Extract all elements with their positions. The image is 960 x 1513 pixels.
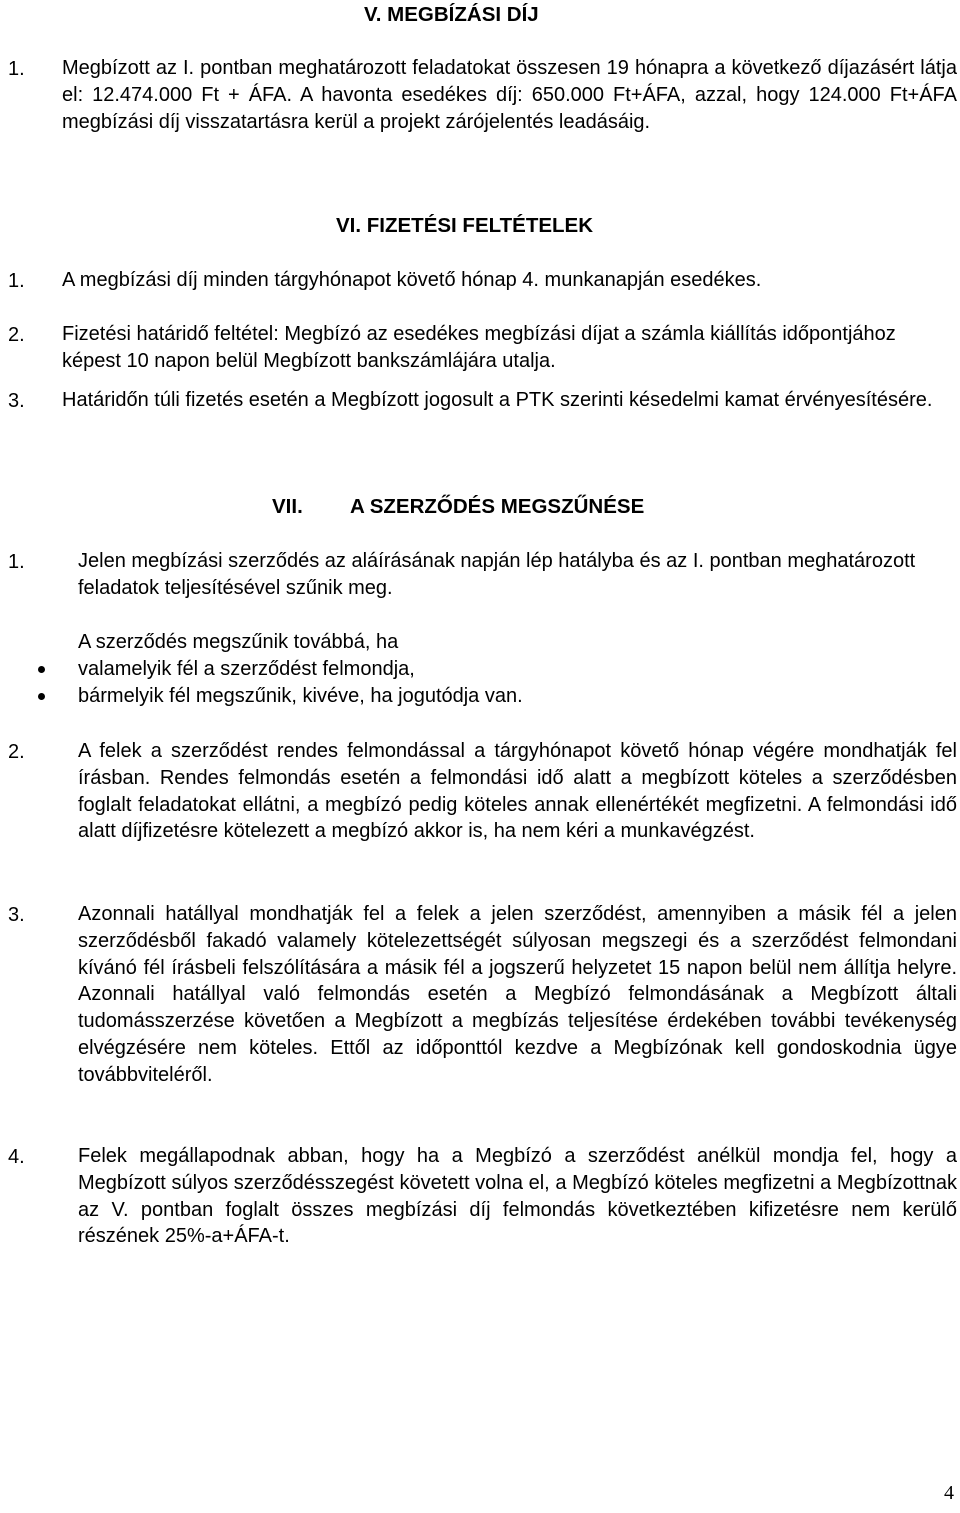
section-v-item-1-number: 1. [8, 58, 25, 80]
section-vii-item-3-text: Azonnali hatállyal mondhatják fel a felek a jelen szerződést, amennyiben a másik fél a jelen szerződésből fakadó valamely kötelezettségét súlyosan megszegi és a szerződést felmondani kívánó fél írásbeli felszólítására a másik fél a jogszerű helyzetet 15 napon belül nem állítja helyre. Azonnali hatállyal való felmondás esetén a Megbízó felmondásának a Megbízott általi tudomásszerzése követően a Megbízott a megbízás teljesítése érdekében további tevékenység elvégzésére nem köteles. Ettől az időponttól kezdve a Megbízónak kell gondoskodnia ügye továbbviteléről. [78, 903, 957, 1086]
section-vii-item-4-text: Felek megállapodnak abban, hogy ha a Megbízó a szerződést anélkül mondja fel, hogy a Megbízott súlyos szerződésszegést követett volna el, a Megbízó köteles megfizetni a Megbízottnak az V. pontban foglalt összes megbízási díj felmondás következtében kifizetésre nem kerülő részének 25%-a+ÁFA-t. [78, 1145, 957, 1248]
section-vii-number: VII. [272, 495, 303, 518]
section-vi-item-2-text: Fizetési határidő feltétel: Megbízó az esedékes megbízási díjat a számla kiállítás időpontjához képest 10 napon belül Megbízott bankszámlájára utalja. [62, 323, 896, 372]
section-vi-item-3-text: Határidőn túli fizetés esetén a Megbízott jogosult a PTK szerinti késedelmi kamat érvényesítésére. [62, 389, 933, 411]
section-vii-item-1-number: 1. [8, 551, 25, 573]
section-v-title: V. MEGBÍZÁSI DÍJ [364, 3, 539, 26]
section-vi-item-1-number: 1. [8, 270, 25, 292]
termination-bullet-1: valamelyik fél a szerződést felmondja, [78, 658, 415, 680]
section-vi-item-3-number: 3. [8, 390, 25, 412]
bullet-icon [38, 693, 45, 700]
section-vii-item-2-number: 2. [8, 741, 25, 763]
section-vii-item-2-text: A felek a szerződést rendes felmondással a tárgyhónapot követő hónap végére mondhatják fel írásban. Rendes felmondás esetén a felmondási idő alatt a megbízott köteles a szerződésben foglalt feladatokat ellátni, a megbízó pedig köteles annak ellenértékét megfizetni. A felmondási idő alatt díjfizetésre kötelezett a megbízó akkor is, ha nem kéri a munkavégzést. [78, 740, 957, 843]
section-vi-item-2-number: 2. [8, 324, 25, 346]
bullet-icon [38, 666, 45, 673]
termination-bullet-2: bármelyik fél megszűnik, kivéve, ha jogutódja van. [78, 685, 523, 707]
section-vii-item-4-number: 4. [8, 1146, 25, 1168]
section-vii-title: A SZERZŐDÉS MEGSZŰNÉSE [350, 495, 645, 518]
section-v-item-1-text: Megbízott az I. pontban meghatározott feladatokat összesen 19 hónapra a következő díjazásért látja el: 12.474.000 Ft + ÁFA. A havonta esedékes díj: 650.000 Ft+ÁFA, azzal, hogy 124.000 Ft+ÁFA megbízási díj visszatartásra kerül a projekt zárójelentés leadásáig. [62, 57, 957, 133]
page-number: 4 [944, 1482, 954, 1504]
section-vii-item-1-text: Jelen megbízási szerződés az aláírásának napján lép hatályba és az I. pontban meghatározott feladatok teljesítésével szűnik meg. [78, 550, 916, 599]
section-vi-title: VI. FIZETÉSI FELTÉTELEK [336, 214, 594, 237]
termination-intro: A szerződés megszűnik továbbá, ha [78, 631, 399, 653]
section-vi-item-1-text: A megbízási díj minden tárgyhónapot követő hónap 4. munkanapján esedékes. [62, 269, 762, 291]
section-vii-item-3-number: 3. [8, 904, 25, 926]
